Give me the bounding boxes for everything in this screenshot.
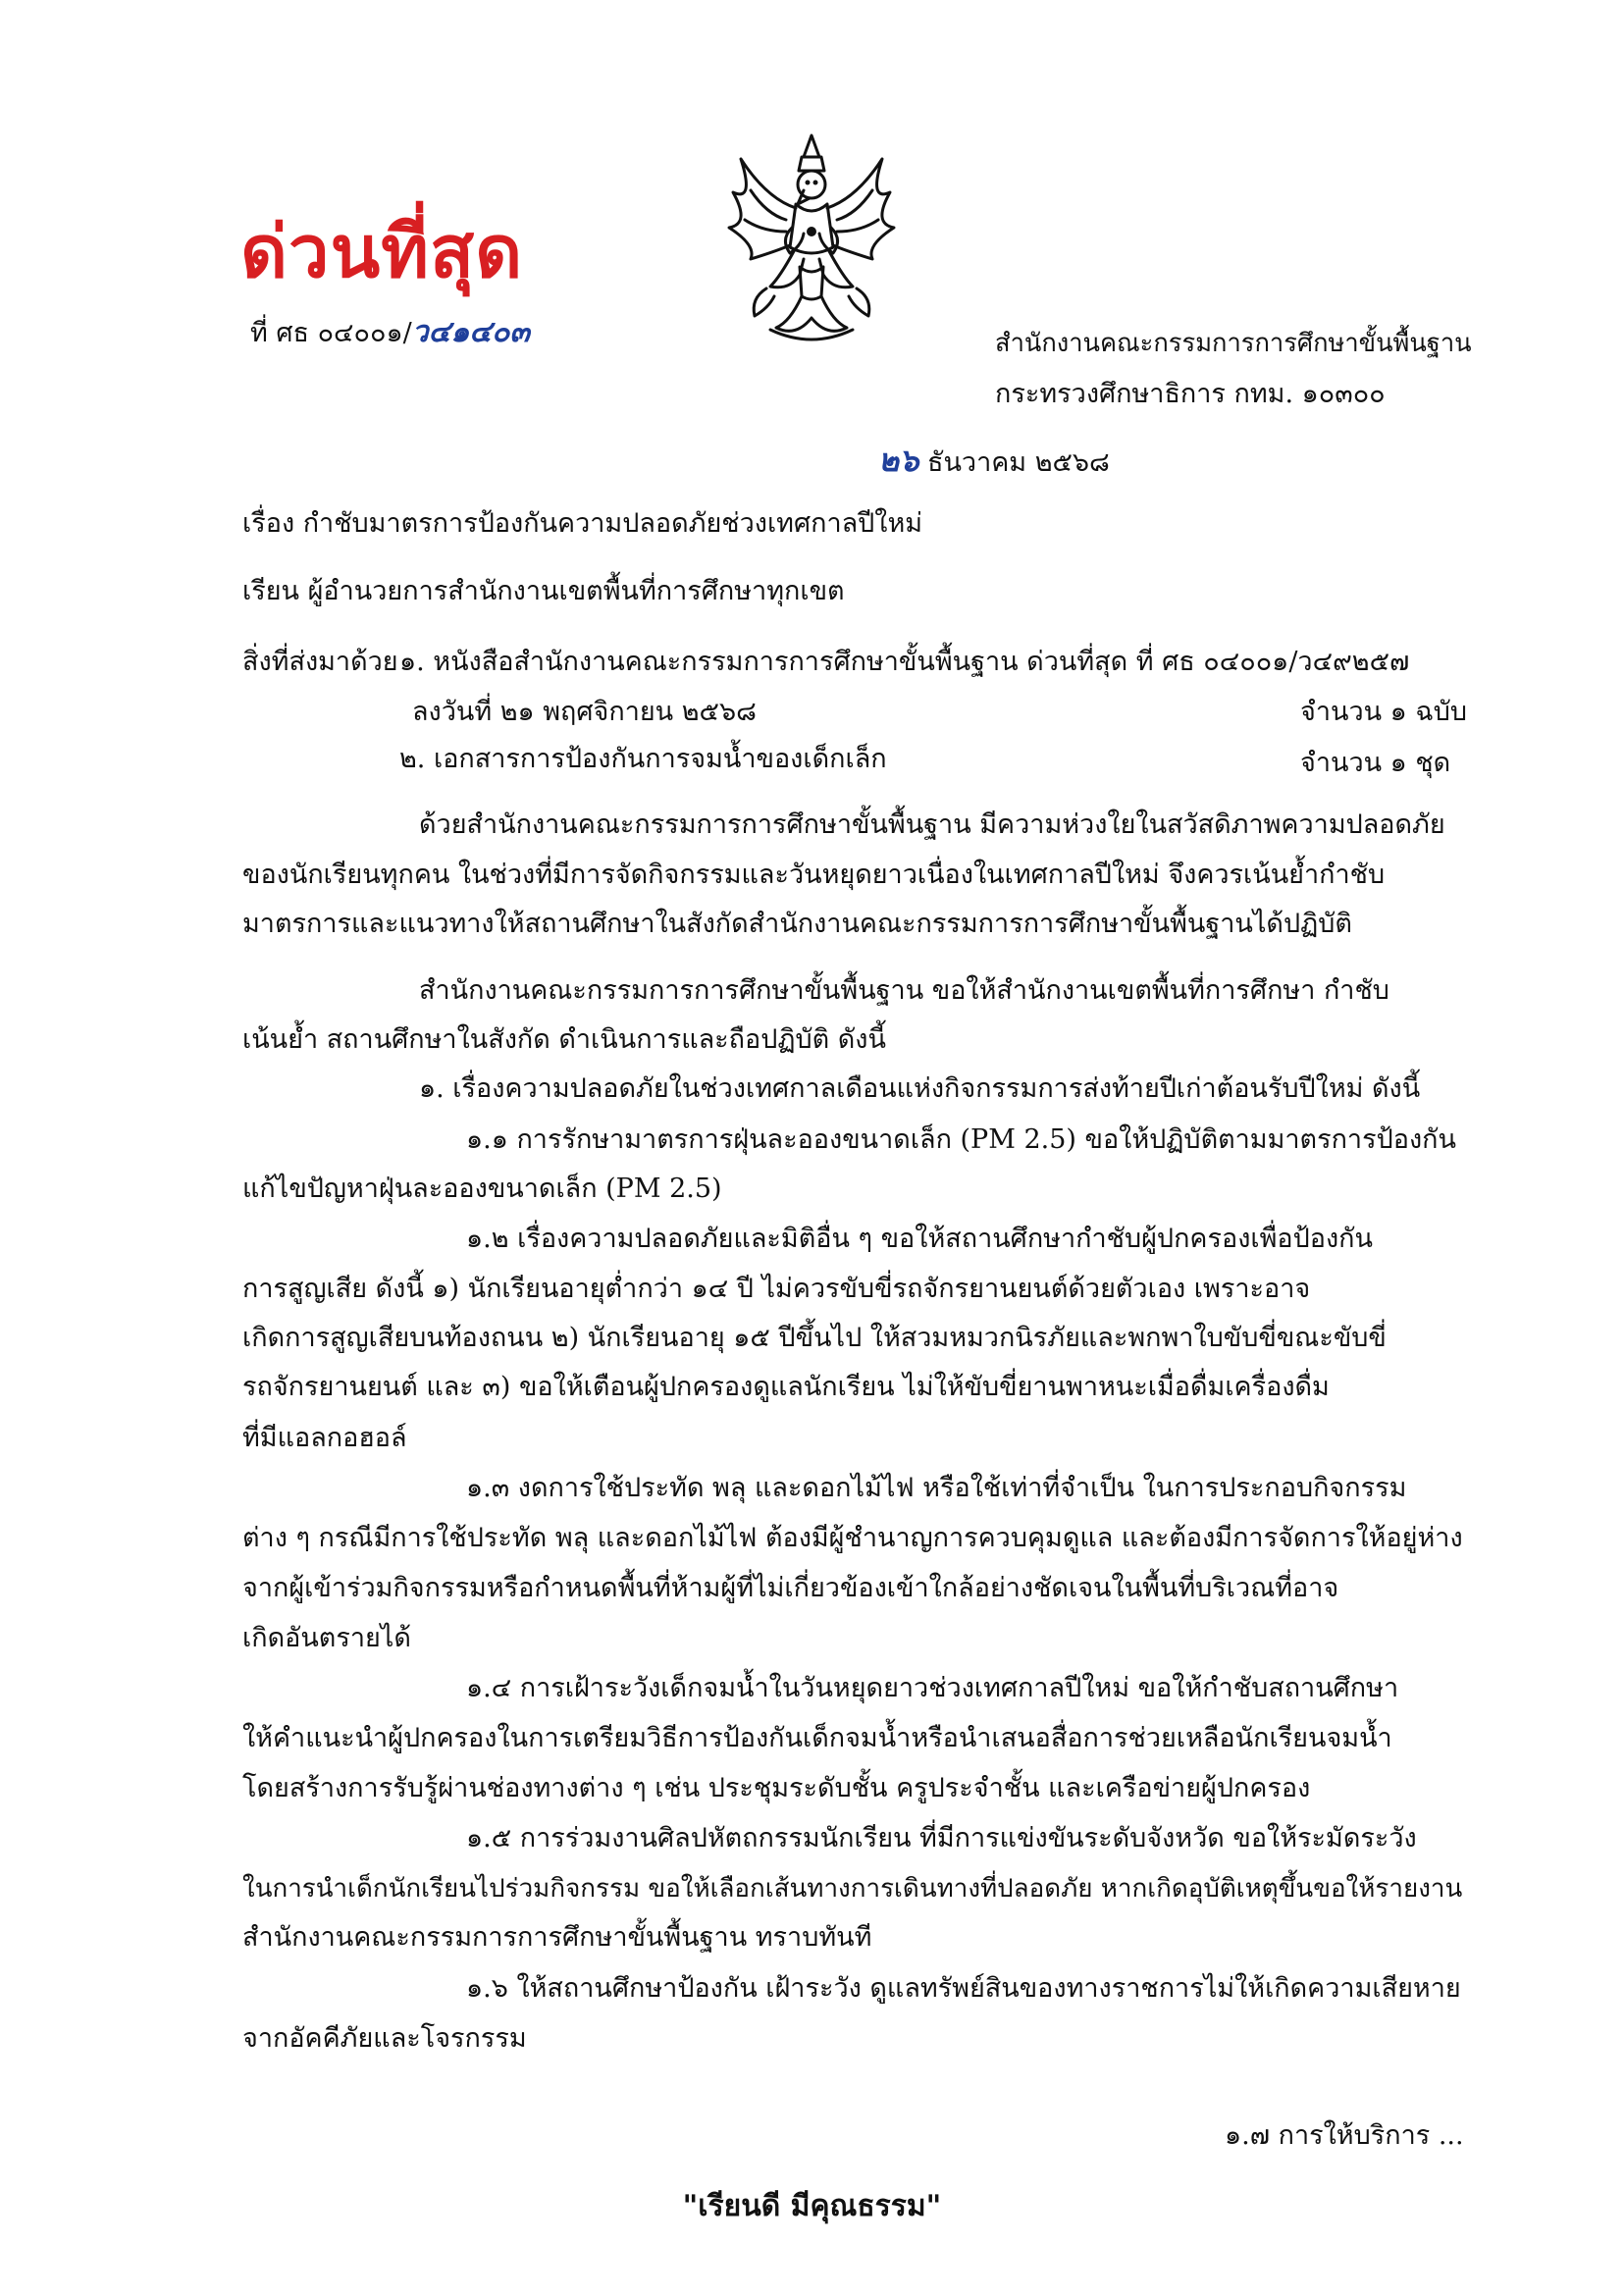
item-1-6-line-1: ๑.๖ ให้สถานศึกษาป้องกัน เฝ้าระวัง ดูแลทรัพย์สินของทางราชการไม่ให้เกิดความเสียหาย bbox=[466, 1973, 1461, 2004]
section-1-heading: ๑. เรื่องความปลอดภัยในช่วงเทศกาลเดือนแห่งกิจกรรมการส่งท้ายปีเก่าต้อนรับปีใหม่ ดังนี้ bbox=[419, 1073, 1421, 1104]
document-number bbox=[250, 316, 530, 350]
garuda-emblem-icon bbox=[711, 130, 913, 350]
item-1-6-line-2: จากอัคคีภัยและโจรกรรม bbox=[242, 2023, 527, 2054]
item-1-2-line-5: ที่มีแอลกอฮอล์ bbox=[242, 1423, 407, 1453]
item-1-4-line-1: ๑.๔ การเฝ้าระวังเด็กจมน้ำในวันหยุดยาวช่วงเทศกาลปีใหม่ ขอให้กำชับสถานศึกษา bbox=[466, 1673, 1399, 1703]
item-1-4-line-2: ให้คำแนะนำผู้ปกครองในการเตรียมวิธีการป้องกันเด็กจมน้ำหรือนำเสนอสื่อการช่วยเหลือนักเรียนจมน้ำ bbox=[242, 1723, 1392, 1753]
date-day-handwritten: ๒๖ bbox=[878, 442, 919, 479]
document-date bbox=[878, 444, 1110, 480]
item-1-5-line-2: ในการนำเด็กนักเรียนไปร่วมกิจกรรม ขอให้เลือกเส้นทางการเดินทางที่ปลอดภัย หากเกิดอุบัติเหตุขึ้นขอให้รายงาน bbox=[242, 1874, 1463, 1904]
paragraph-2-line-1: สำนักงานคณะกรรมการการศึกษาขั้นพื้นฐาน ขอให้สำนักงานเขตพื้นที่การศึกษา กำชับ bbox=[419, 975, 1389, 1006]
paragraph-1-line-1: ด้วยสำนักงานคณะกรรมการการศึกษาขั้นพื้นฐาน มีความห่วงใยในสวัสดิภาพความปลอดภัย bbox=[419, 809, 1445, 840]
attachment-item-2: ๒. เอกสารการป้องกันการจมน้ำของเด็กเล็ก bbox=[399, 744, 887, 774]
paragraph-1-line-2: ของนักเรียนทุกคน ในช่วงที่มีการจัดกิจกรรมและวันหยุดยาวเนื่องในเทศกาลปีใหม่ จึงควรเน้นย้ำกำชับ bbox=[242, 860, 1386, 890]
item-1-2-line-1: ๑.๒ เรื่องความปลอดภัยและมิติอื่น ๆ ขอให้สถานศึกษากำชับผู้ปกครองเพื่อป้องกัน bbox=[466, 1224, 1373, 1254]
document-number-prefix: ที่ ศธ ๐๔๐๐๑/ bbox=[250, 318, 412, 348]
item-1-3-line-3: จากผู้เข้าร่วมกิจกรรมหรือกำหนดพื้นที่ห้ามผู้ที่ไม่เกี่ยวข้องเข้าใกล้อย่างชัดเจนในพื้นที่บริเวณที่อาจ bbox=[242, 1573, 1339, 1603]
document-number-handwritten: ว๔๑๔๐๓ bbox=[411, 315, 530, 349]
attachment-item-1-date: ลงวันที่ ๒๑ พฤศจิกายน ๒๕๖๘ bbox=[412, 697, 757, 727]
item-1-3-line-4: เกิดอันตรายได้ bbox=[242, 1623, 411, 1653]
office-name: สำนักงานคณะกรรมการการศึกษาขั้นพื้นฐาน bbox=[995, 329, 1472, 358]
paragraph-1-line-3: มาตรการและแนวทางให้สถานศึกษาในสังกัดสำนักงานคณะกรรมการการศึกษาขั้นพื้นฐานได้ปฏิบัติ bbox=[242, 909, 1352, 939]
subject-line: เรื่อง กำชับมาตรการป้องกันความปลอดภัยช่วงเทศกาลปีใหม่ bbox=[242, 508, 923, 539]
attachment-item-1: ๑. หนังสือสำนักงานคณะกรรมการการศึกษาขั้นพื้นฐาน ด่วนที่สุด ที่ ศธ ๐๔๐๐๑/ว๔๙๒๕๗ bbox=[399, 647, 1410, 677]
addressee-line: เรียน ผู้อำนวยการสำนักงานเขตพื้นที่การศึกษาทุกเขต bbox=[242, 576, 845, 606]
item-1-5-line-3: สำนักงานคณะกรรมการการศึกษาขั้นพื้นฐาน ทราบทันที bbox=[242, 1922, 872, 1953]
attachments-label: สิ่งที่ส่งมาด้วย bbox=[242, 647, 398, 677]
item-1-4-line-3: โดยสร้างการรับรู้ผ่านช่องทางต่าง ๆ เช่น ประชุมระดับชั้น ครูประจำชั้น และเครือข่ายผู้ปกครอง bbox=[242, 1773, 1311, 1803]
item-1-5-line-1: ๑.๕ การร่วมงานศิลปหัตถกรรมนักเรียน ที่มีการแข่งขันระดับจังหวัด ขอให้ระมัดระวัง bbox=[466, 1823, 1417, 1853]
item-1-2-line-2: การสูญเสีย ดังนี้ ๑) นักเรียนอายุต่ำกว่า ๑๔ ปี ไม่ควรขับขี่รถจักรยานยนต์ด้วยตัวเอง เพราะอาจ bbox=[242, 1274, 1311, 1304]
urgency-stamp: ด่วนที่สุด bbox=[240, 210, 524, 294]
item-1-2-line-3: เกิดการสูญเสียบนท้องถนน ๒) นักเรียนอายุ ๑๕ ปีขึ้นไป ให้สวมหมวกนิรภัยและพกพาใบขับขี่ขณะขับขี่ bbox=[242, 1323, 1387, 1353]
continuation-marker: ๑.๗ การให้บริการ ... bbox=[1225, 2120, 1464, 2151]
item-1-1-line-2: แก้ไขปัญหาฝุ่นละอองขนาดเล็ก (PM 2.5) bbox=[242, 1174, 722, 1204]
item-1-3-line-2: ต่าง ๆ กรณีมีการใช้ประทัด พลุ และดอกไม้ไฟ ต้องมีผู้ชำนาญการควบคุมดูแล และต้องมีการจัดการให้อยู่ห่าง bbox=[242, 1523, 1463, 1553]
footer-motto: "เรียนดี มีคุณธรรม" bbox=[682, 2189, 942, 2223]
date-month-year: ธันวาคม ๒๕๖๘ bbox=[918, 447, 1110, 478]
attachment-item-1-quantity: จำนวน ๑ ฉบับ bbox=[1300, 697, 1468, 727]
item-1-2-line-4: รถจักรยานยนต์ และ ๓) ขอให้เตือนผู้ปกครองดูแลนักเรียน ไม่ให้ขับขี่ยานพาหนะเมื่อดื่มเครื่องดื่ม bbox=[242, 1372, 1330, 1402]
item-1-3-line-1: ๑.๓ งดการใช้ประทัด พลุ และดอกไม้ไฟ หรือใช้เท่าที่จำเป็น ในการประกอบกิจกรรม bbox=[466, 1473, 1407, 1503]
paragraph-2-line-2: เน้นย้ำ สถานศึกษาในสังกัด ดำเนินการและถือปฏิบัติ ดังนี้ bbox=[242, 1024, 886, 1055]
attachment-item-2-quantity: จำนวน ๑ ชุด bbox=[1300, 748, 1451, 778]
office-address: กระทรวงศึกษาธิการ กทม. ๑๐๓๐๐ bbox=[995, 379, 1386, 409]
item-1-1-line-1: ๑.๑ การรักษามาตรการฝุ่นละอองขนาดเล็ก (PM 2.5) ขอให้ปฏิบัติตามมาตรการป้องกัน bbox=[466, 1124, 1456, 1155]
